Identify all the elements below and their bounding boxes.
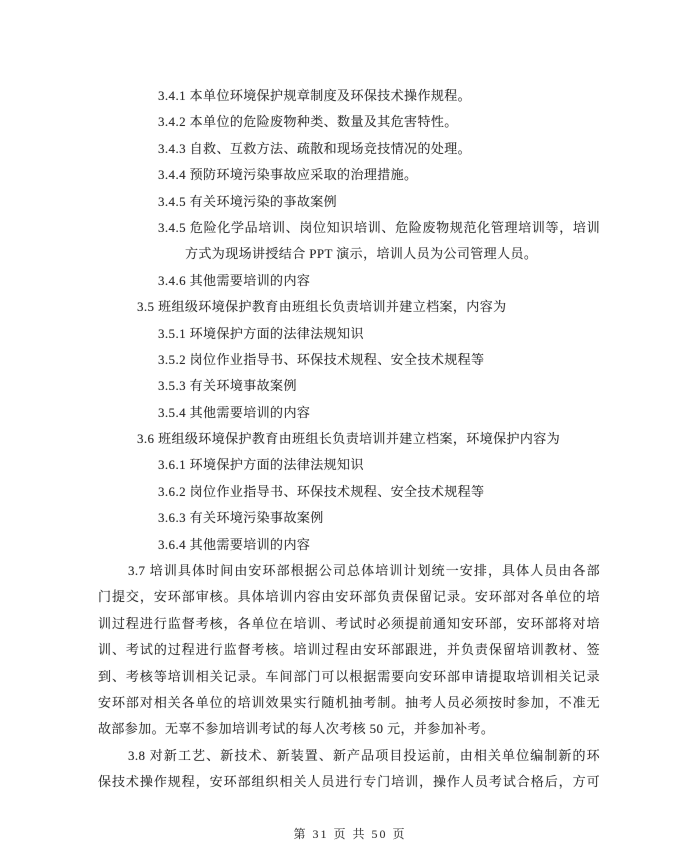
clause-3-4-5a: 3.4.5 有关环境污染的亊故案例 bbox=[158, 193, 338, 209]
clause-3-4-2: 3.4.2 本单位的危险废物种类、数量及其危害特性。 bbox=[158, 114, 458, 130]
clause-3-5-4: 3.5.4 其他需要培训的内容 bbox=[158, 404, 311, 420]
clause-3-7: 3.7 培训具体时间由安环部根据公司总体培训计划统一安排，具体人员由各部 bbox=[128, 563, 600, 579]
clause-3-6-2: 3.6.2 岗位作业指导书、环保技术规程、安全技术规程等 bbox=[158, 483, 485, 499]
clause-3-6-4: 3.6.4 其他需要培训的内容 bbox=[158, 536, 311, 552]
clause-3-7-line-7: 故部参加。无辜不参加培训考试的每人次考核 50 元，并参加补考。 bbox=[98, 721, 495, 737]
clause-3-4-6: 3.4.6 其他需要培训的内容 bbox=[158, 272, 311, 288]
clause-3-7-line-2: 门提交，安环部审核。具体培训内容由安环部负责保留记录。安环部对各单位的培 bbox=[98, 589, 600, 605]
clause-3-4-5b: 3.4.5 危险化学品培训、岗位知识培训、危险废物规范化管理培训等，培训 bbox=[158, 219, 600, 235]
clause-3-6-3: 3.6.3 有关环境污染事故案例 bbox=[158, 510, 324, 526]
clause-3-5: 3.5 班组级环境保护教育由班组长负责培训并建立档案，内容为 bbox=[137, 299, 507, 315]
clause-3-7-line-6: 安环部对相关各单位的培训效果实行随机抽考制。抽考人员必须按时参加，不准无 bbox=[98, 694, 600, 710]
clause-3-8: 3.8 对新工艺、新技术、新装置、新产品项目投运前，由相关单位编制新的环 bbox=[128, 747, 600, 763]
clause-3-5-1: 3.5.1 环境保护方面的法律法规知识 bbox=[158, 325, 364, 341]
clause-3-7-line-5: 到、考核等培训相关记录。车间部门可以根据需要向安环部申请提取培训相关记录 bbox=[98, 668, 600, 684]
clause-3-5-2: 3.5.2 岗位作业指导书、环保技术规程、安全技术规程等 bbox=[158, 351, 485, 367]
clause-3-4-3: 3.4.3 自救、互救方法、疏散和现场竞技情况的处理。 bbox=[158, 140, 472, 156]
clause-3-7-line-3: 训过程进行监督考核，各单位在培训、考试时必须提前通知安环部，安环部将对培 bbox=[98, 615, 600, 631]
clause-3-8-line-2: 保技术操作规程，安环部组织相关人员进行专门培训，操作人员考试合格后，方可 bbox=[98, 774, 600, 790]
clause-3-4-4: 3.4.4 预防环境污染事故应采取的治理措施。 bbox=[158, 167, 418, 183]
clause-3-7-line-4: 训、考试的过程进行监督考核。培训过程由安环部跟进，并负责保留培训教材、签 bbox=[98, 642, 600, 658]
clause-3-4-5b-cont: 方式为现场讲授结合 PPT 演示，培训人员为公司管理人员。 bbox=[185, 246, 538, 262]
document-body bbox=[98, 83, 600, 796]
page-number-footer: 第 31 页 共 50 页 bbox=[293, 827, 407, 841]
clause-3-6-1: 3.6.1 环境保护方面的法律法规知识 bbox=[158, 457, 364, 473]
clause-3-5-3: 3.5.3 有关环境事故案例 bbox=[158, 378, 297, 394]
clause-3-6: 3.6 班组级环境保护教育由班组长负责培训并建立档案，环境保护内容为 bbox=[137, 431, 561, 447]
clause-3-4-1: 3.4.1 本单位环境保护规章制度及环保技术操作规程。 bbox=[158, 88, 472, 103]
